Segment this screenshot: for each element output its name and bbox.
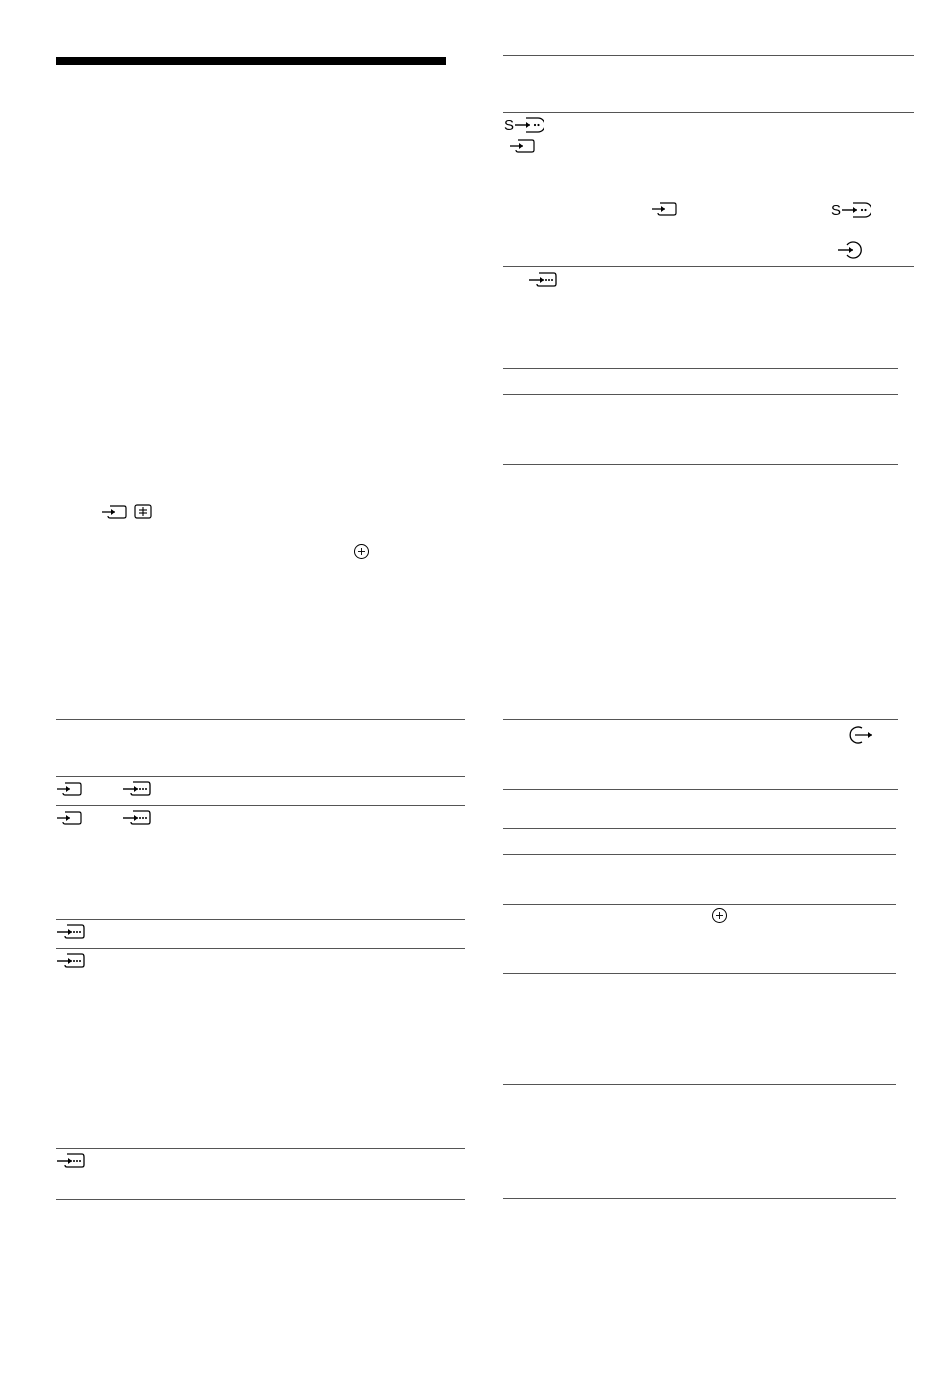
video-input-icon xyxy=(509,138,535,154)
table-rule xyxy=(56,1148,465,1149)
table-rule xyxy=(503,719,898,720)
svideo-s-label: S xyxy=(831,202,842,219)
table-rule xyxy=(503,368,898,369)
video-input-icon xyxy=(101,504,127,520)
component-input-icon xyxy=(56,1152,86,1169)
table-rule xyxy=(56,948,465,949)
video-input-icon xyxy=(56,781,82,797)
power-icon xyxy=(353,543,370,560)
svideo-input-icon xyxy=(514,116,544,134)
svideo-s-label: S xyxy=(504,117,515,134)
svideo-input-icon xyxy=(841,201,871,219)
section-heading-bar xyxy=(56,57,446,65)
table-rule xyxy=(503,464,898,465)
table-rule xyxy=(56,919,465,920)
component-input-icon xyxy=(56,952,86,969)
component-input-icon xyxy=(122,780,152,797)
table-rule xyxy=(503,854,896,855)
table-rule xyxy=(503,55,914,56)
table-rule xyxy=(503,112,914,113)
audio-input-icon xyxy=(837,240,865,260)
component-input-icon xyxy=(122,809,152,826)
antenna-icon xyxy=(133,503,153,520)
table-rule xyxy=(503,266,914,267)
component-input-icon xyxy=(56,923,86,940)
table-rule xyxy=(503,973,896,974)
output-icon xyxy=(844,724,874,746)
table-rule xyxy=(503,1198,896,1199)
power-icon xyxy=(711,907,728,924)
component-input-icon xyxy=(528,271,558,288)
table-rule xyxy=(503,904,896,905)
table-rule xyxy=(56,805,465,806)
table-rule xyxy=(503,394,898,395)
video-input-icon xyxy=(651,201,677,217)
table-rule xyxy=(503,828,896,829)
table-rule xyxy=(56,776,465,777)
table-rule xyxy=(56,1199,465,1200)
table-rule xyxy=(503,789,898,790)
table-rule xyxy=(56,719,465,720)
video-input-icon xyxy=(56,810,82,826)
table-rule xyxy=(503,1084,896,1085)
